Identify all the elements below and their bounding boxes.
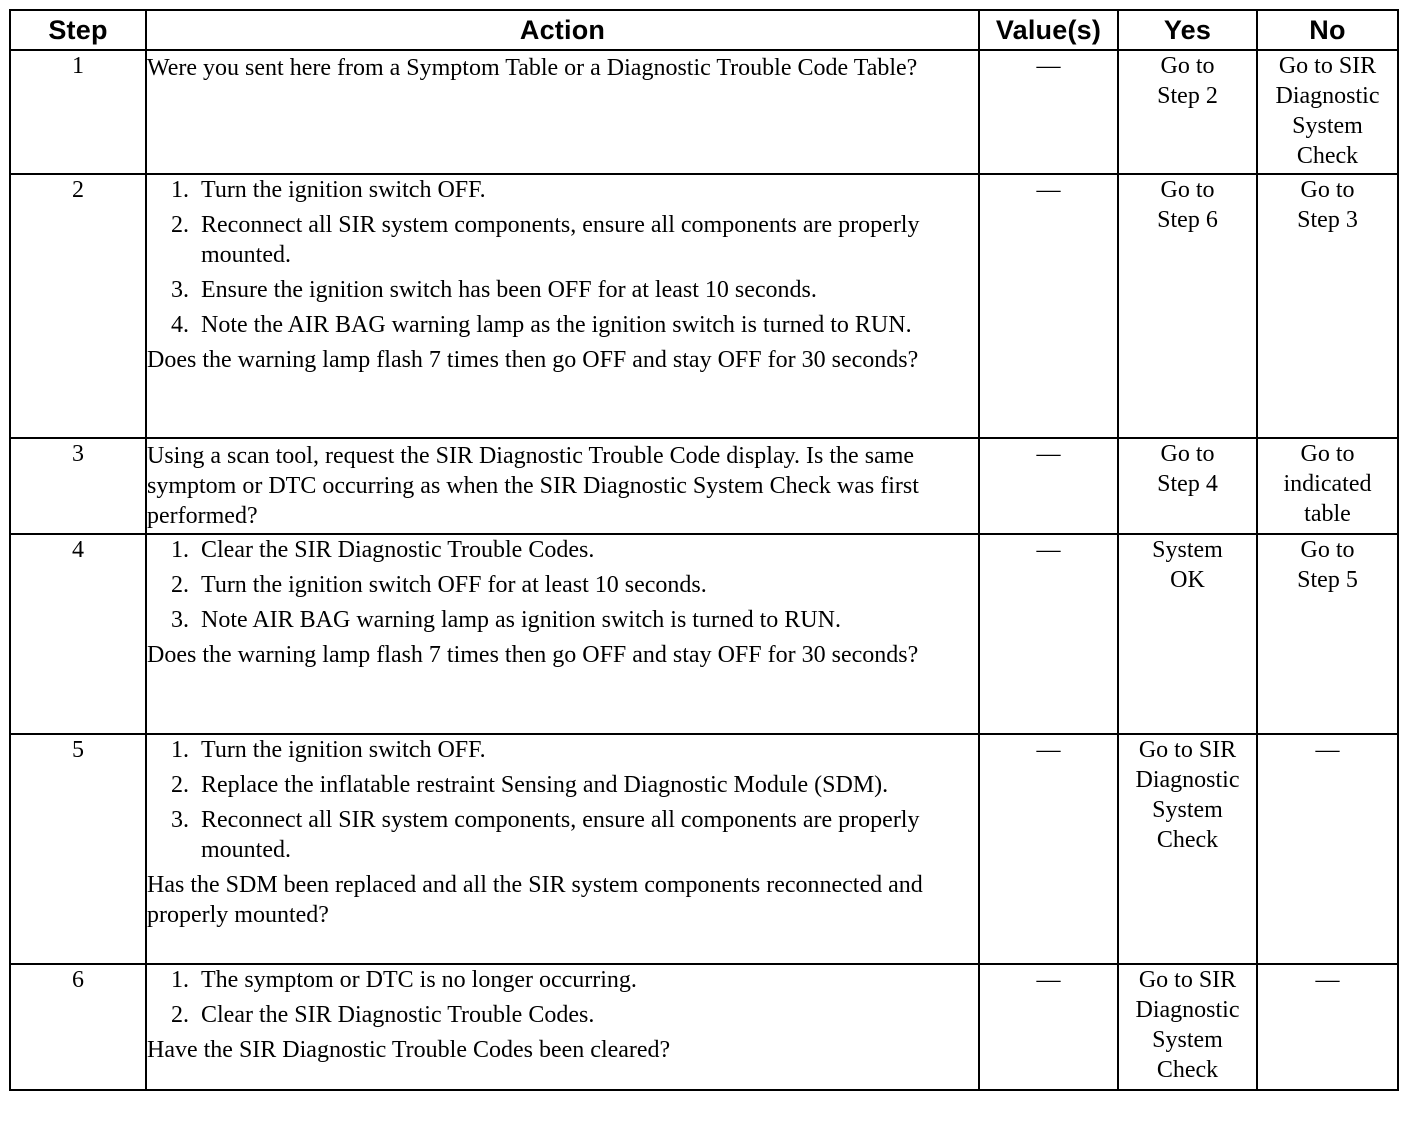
yes-cell bbox=[1118, 174, 1257, 438]
action-question: Has the SDM been replaced and all the SIR system components reconnected and properly mounted? bbox=[147, 872, 923, 928]
action-step-number: 2. bbox=[171, 212, 189, 238]
no-cell bbox=[1257, 438, 1398, 534]
action-step-number: 3. bbox=[171, 607, 189, 633]
no-cell bbox=[1257, 964, 1398, 1090]
action-step-text: Clear the SIR Diagnostic Trouble Codes. bbox=[201, 537, 595, 563]
header-values: Value(s) bbox=[979, 10, 1118, 50]
action-cell bbox=[146, 174, 979, 438]
yes-cell bbox=[1118, 534, 1257, 734]
action-cell bbox=[146, 964, 979, 1090]
action-step-number: 2. bbox=[171, 772, 189, 798]
action-step-text: Note AIR BAG warning lamp as ignition switch is turned to RUN. bbox=[201, 607, 841, 633]
action-step-number: 2. bbox=[171, 572, 189, 598]
action-step-item bbox=[147, 965, 978, 995]
yes-line: Check bbox=[1156, 1057, 1219, 1083]
no-line: — bbox=[1315, 967, 1340, 993]
step-number: 1 bbox=[10, 50, 146, 174]
no-cell bbox=[1257, 174, 1398, 438]
yes-line: System bbox=[1152, 797, 1223, 823]
yes-line: Step 4 bbox=[1157, 471, 1218, 497]
action-step-number: 1. bbox=[171, 537, 189, 563]
no-cell bbox=[1257, 534, 1398, 734]
action-steps-list bbox=[147, 535, 978, 635]
action-step-text: Replace the inflatable restraint Sensing and Diagnostic Module (SDM). bbox=[201, 772, 889, 798]
value-cell: — bbox=[979, 438, 1118, 534]
table-row bbox=[10, 438, 1398, 534]
no-cell bbox=[1257, 734, 1398, 964]
yes-cell bbox=[1118, 50, 1257, 174]
yes-line: Go to SIR bbox=[1138, 737, 1237, 763]
table-row bbox=[10, 50, 1398, 174]
no-line: Diagnostic bbox=[1275, 83, 1380, 109]
yes-line: Go to bbox=[1160, 441, 1215, 467]
action-question: Were you sent here from a Symptom Table or a Diagnostic Trouble Code Table? bbox=[147, 55, 918, 81]
step-number: 5 bbox=[10, 734, 146, 964]
no-line: Check bbox=[1296, 143, 1359, 169]
yes-cell bbox=[1118, 964, 1257, 1090]
no-line: Step 5 bbox=[1297, 567, 1358, 593]
action-step-text: Clear the SIR Diagnostic Trouble Codes. bbox=[201, 1002, 595, 1028]
action-step-text: Note the AIR BAG warning lamp as the ignition switch is turned to RUN. bbox=[201, 312, 912, 338]
action-cell bbox=[146, 534, 979, 734]
step-number: 2 bbox=[10, 174, 146, 438]
action-step-text: Reconnect all SIR system components, ensure all components are properly mounted. bbox=[201, 212, 920, 268]
no-line: table bbox=[1304, 501, 1351, 527]
no-line: Go to bbox=[1300, 537, 1355, 563]
action-cell bbox=[146, 438, 979, 534]
value-cell: — bbox=[979, 734, 1118, 964]
no-line: Go to SIR bbox=[1278, 53, 1377, 79]
header-yes: Yes bbox=[1118, 10, 1257, 50]
yes-line: Diagnostic bbox=[1135, 997, 1240, 1023]
header-no: No bbox=[1257, 10, 1398, 50]
table-row bbox=[10, 534, 1398, 734]
yes-line: OK bbox=[1170, 567, 1205, 593]
action-question: Does the warning lamp flash 7 times then go OFF and stay OFF for 30 seconds? bbox=[147, 347, 919, 373]
table-row bbox=[10, 964, 1398, 1090]
header-step: Step bbox=[10, 10, 146, 50]
diagnostic-table bbox=[9, 9, 1399, 1091]
action-step-number: 1. bbox=[171, 737, 189, 763]
step-number: 3 bbox=[10, 438, 146, 534]
header-row bbox=[10, 10, 1398, 50]
action-question: Using a scan tool, request the SIR Diagnostic Trouble Code display. Is the same symptom or DTC occurring as when the SIR Diagnostic System Check was first performed? bbox=[147, 443, 919, 529]
action-step-number: 1. bbox=[171, 967, 189, 993]
action-question: Does the warning lamp flash 7 times then go OFF and stay OFF for 30 seconds? bbox=[147, 642, 919, 668]
no-line: Go to bbox=[1300, 177, 1355, 203]
no-line: indicated bbox=[1283, 471, 1372, 497]
action-step-number: 2. bbox=[171, 1002, 189, 1028]
no-cell bbox=[1257, 50, 1398, 174]
table-row bbox=[10, 734, 1398, 964]
action-step-item bbox=[147, 570, 978, 600]
value-cell: — bbox=[979, 174, 1118, 438]
action-question: Have the SIR Diagnostic Trouble Codes been cleared? bbox=[147, 1037, 671, 1063]
step-number: 4 bbox=[10, 534, 146, 734]
yes-line: Diagnostic bbox=[1135, 767, 1240, 793]
yes-cell bbox=[1118, 734, 1257, 964]
yes-line: Step 6 bbox=[1157, 207, 1218, 233]
action-step-text: The symptom or DTC is no longer occurring. bbox=[201, 967, 637, 993]
action-step-text: Reconnect all SIR system components, ensure all components are properly mounted. bbox=[201, 807, 920, 863]
no-line: System bbox=[1292, 113, 1363, 139]
header-action: Action bbox=[146, 10, 979, 50]
action-step-text: Turn the ignition switch OFF for at least 10 seconds. bbox=[201, 572, 707, 598]
action-step-item bbox=[147, 310, 978, 340]
action-steps-list bbox=[147, 965, 978, 1030]
action-steps-list bbox=[147, 175, 978, 340]
action-steps-list bbox=[147, 735, 978, 865]
action-step-item bbox=[147, 175, 978, 205]
action-step-item bbox=[147, 735, 978, 765]
yes-line: Go to bbox=[1160, 53, 1215, 79]
action-step-item bbox=[147, 275, 978, 305]
table-body bbox=[10, 50, 1398, 1090]
action-step-item bbox=[147, 805, 978, 865]
action-step-text: Turn the ignition switch OFF. bbox=[201, 737, 486, 763]
yes-cell bbox=[1118, 438, 1257, 534]
yes-line: Step 2 bbox=[1157, 83, 1218, 109]
action-cell bbox=[146, 50, 979, 174]
value-cell: — bbox=[979, 50, 1118, 174]
action-step-number: 1. bbox=[171, 177, 189, 203]
action-step-number: 3. bbox=[171, 277, 189, 303]
step-number: 6 bbox=[10, 964, 146, 1090]
yes-line: System bbox=[1152, 537, 1223, 563]
no-line: Step 3 bbox=[1297, 207, 1358, 233]
value-cell: — bbox=[979, 964, 1118, 1090]
action-step-number: 3. bbox=[171, 807, 189, 833]
action-step-item bbox=[147, 210, 978, 270]
yes-line: Go to SIR bbox=[1138, 967, 1237, 993]
table-row bbox=[10, 174, 1398, 438]
action-step-item bbox=[147, 605, 978, 635]
action-step-item bbox=[147, 770, 978, 800]
yes-line: Check bbox=[1156, 827, 1219, 853]
action-cell bbox=[146, 734, 979, 964]
no-line: Go to bbox=[1300, 441, 1355, 467]
action-step-item bbox=[147, 535, 978, 565]
action-step-number: 4. bbox=[171, 312, 189, 338]
action-step-text: Turn the ignition switch OFF. bbox=[201, 177, 486, 203]
action-step-item bbox=[147, 1000, 978, 1030]
value-cell: — bbox=[979, 534, 1118, 734]
yes-line: System bbox=[1152, 1027, 1223, 1053]
action-step-text: Ensure the ignition switch has been OFF for at least 10 seconds. bbox=[201, 277, 817, 303]
yes-line: Go to bbox=[1160, 177, 1215, 203]
no-line: — bbox=[1315, 737, 1340, 763]
